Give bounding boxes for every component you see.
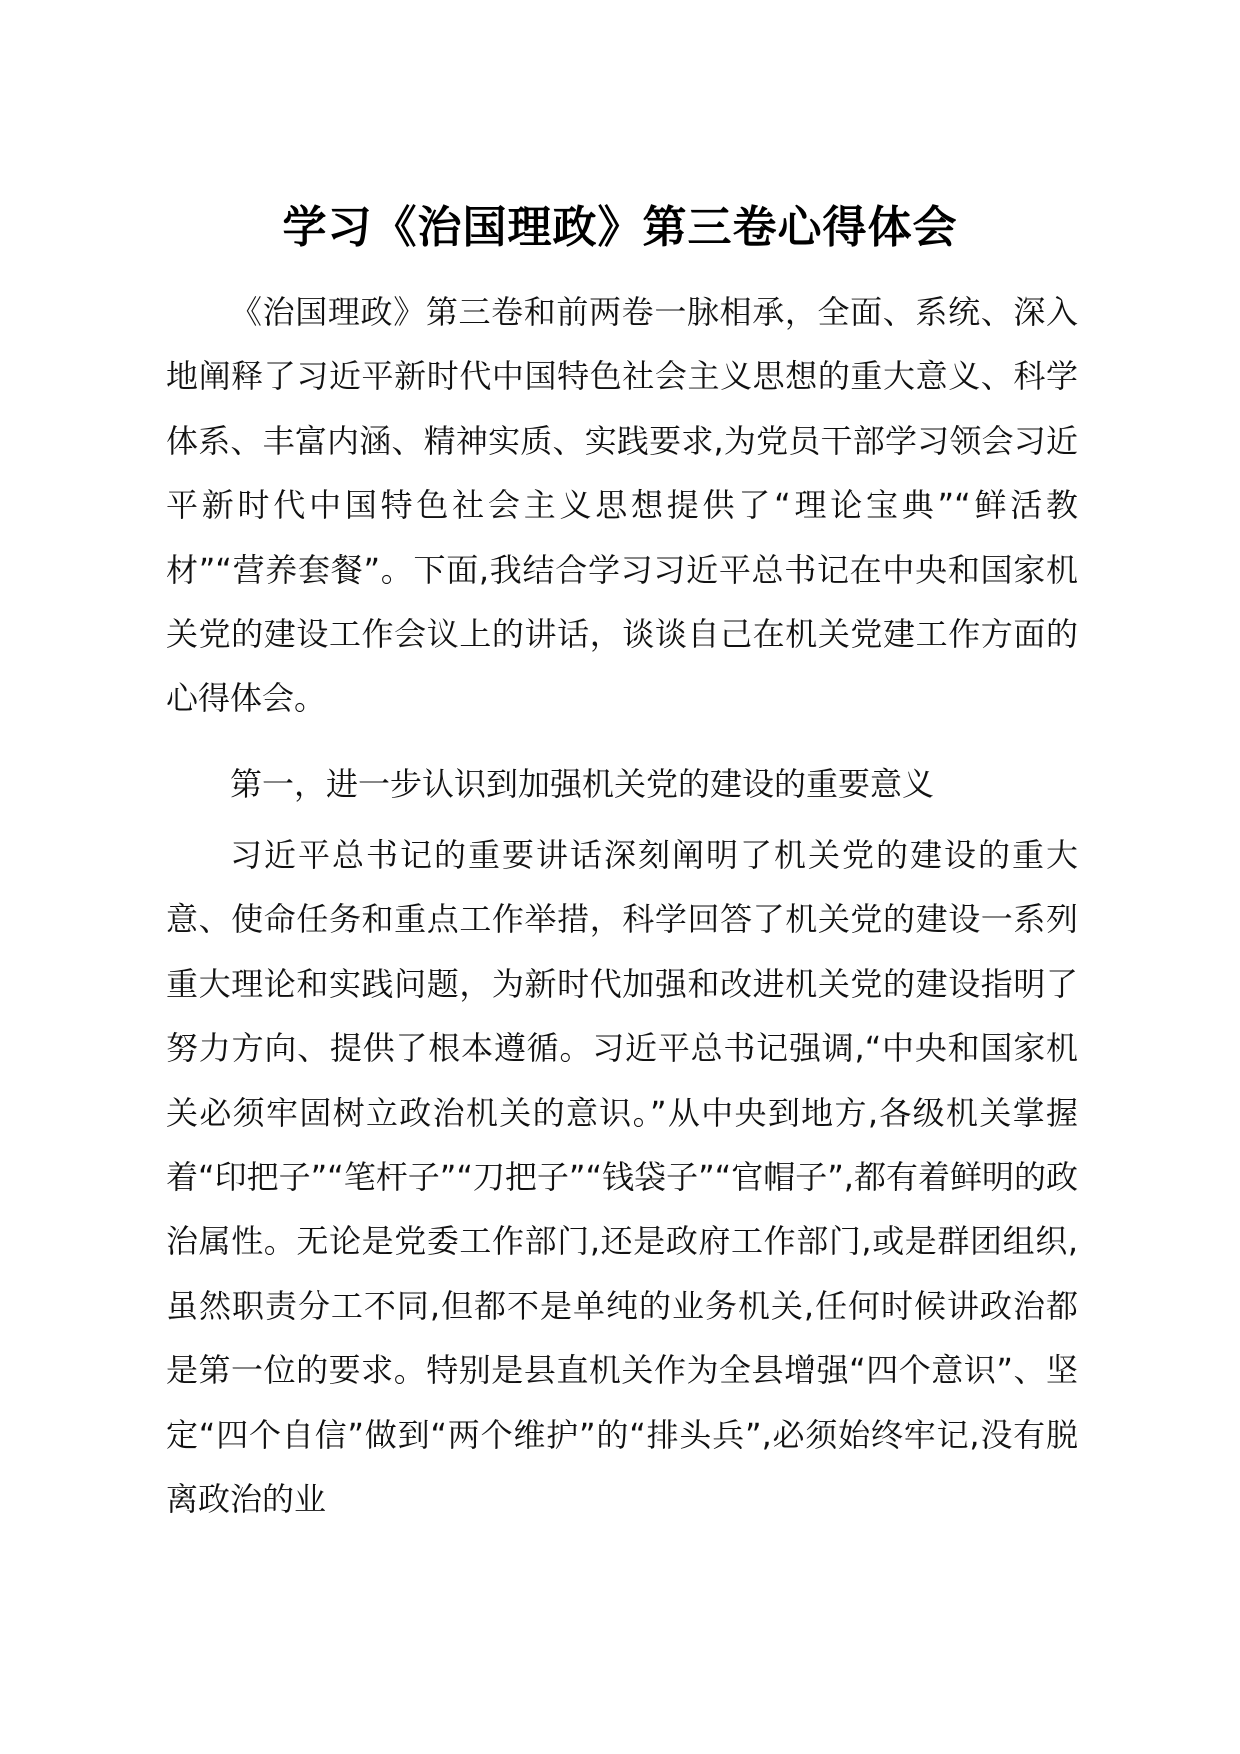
body-paragraph: 习近平总书记的重要讲话深刻阐明了机关党的建设的重大意、使命任务和重点工作举措，科学回答了机关党的建设一系列重大理论和实践问题，为新时代加强和改进机关党的建设指明了努力方向、提供了根本遵循。习近平总书记强调,“中央和国家机关必须牢固树立政治机关的意识。”从中央到地方,各级机关掌握着“印把子”“笔杆子”“刀把子”“钱袋子”“官帽子”,都有着鲜明的政治属性。无论是党委工作部门,还是政府工作部门,或是群团组织,虽然职责分工不同,但都不是单纯的业务机关,任何时候讲政治都是第一位的要求。特别是县直机关作为全县增强“四个意识”、坚定“四个自信”做到“两个维护”的“排头兵”,必须始终牢记,没有脱离政治的业 bbox=[166, 836, 1078, 1519]
intro-paragraph: 《治国理政》第三卷和前两卷一脉相承，全面、系统、深入地阐释了习近平新时代中国特色社会主义思想的重大意义、科学体系、丰富内涵、精神实质、实践要求,为党员干部学习领会习近平新时代中国特色社会主义思想提供了“理论宝典”“鲜活教材”“营养套餐”。下面,我结合学习习近平总书记在中央和国家机关党的建设工作会议上的讲话，谈谈自己在机关党建工作方面的心得体会。 bbox=[166, 293, 1078, 718]
document-title: 学习《治国理政》第三卷心得体会 bbox=[282, 202, 958, 253]
section-heading: 第一，进一步认识到加强机关党的建设的重要意义 bbox=[230, 765, 935, 803]
